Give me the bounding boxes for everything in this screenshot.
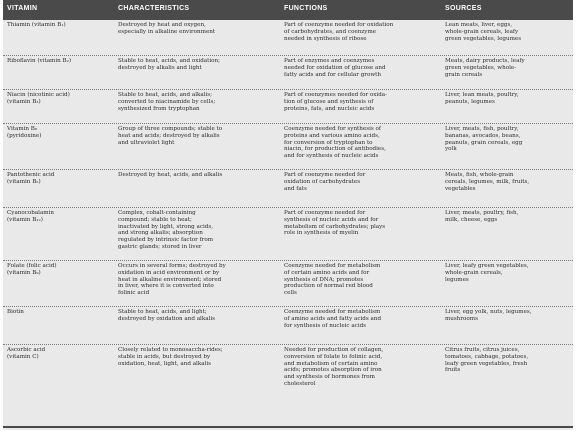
vitamin-cell: Niacin (nicotinic acid) (vitamin B₃) xyxy=(7,92,70,105)
bottom-rule xyxy=(3,426,573,428)
functions-cell: Coenzyme needed for synthesis of proteins and various amino acids, for conversion of tryptophan to niacin, for production of antibodies, and for synthesis of nucleic acids xyxy=(284,126,386,160)
sources-cell: Lean meats, liver, eggs, whole-grain cereals, leafy green vegetables, legumes xyxy=(445,22,522,42)
header-vitamin: VITAMIN xyxy=(7,5,38,12)
characteristics-cell: Stable to heat, acids, and oxidation; destroyed by alkalis and light xyxy=(118,58,220,71)
header-functions: FUNCTIONS xyxy=(284,5,328,12)
table-header xyxy=(3,0,573,20)
sources-cell: Citrus fruits, citrus juices, tomatoes, cabbage, potatoes, leafy green vegetables, fresh fruits xyxy=(445,347,529,374)
table-row xyxy=(3,90,573,124)
characteristics-cell: Destroyed by heat and oxygen, especially in alkaline environment xyxy=(118,22,216,35)
vitamin-cell: Cyanocobalamin (vitamin B₁₂) xyxy=(7,210,54,223)
functions-cell: Part of coenzymes needed for oxida- tion of glucose and synthesis of proteins, fats, and nucleic acids xyxy=(284,92,388,112)
sources-cell: Meats, fish, whole-grain cereals, legumes, milk, fruits, vegetables xyxy=(445,172,530,192)
table-row xyxy=(3,170,573,208)
sources-cell: Liver, leafy green vegetables, whole-grain cereals, legumes xyxy=(445,263,529,283)
characteristics-cell: Closely related to monosaccha-rides; stable in acids, but destroyed by oxidation, heat, light, and alkalis xyxy=(118,347,223,367)
vitamin-cell: Thiamin (vitamin B₁) xyxy=(7,22,66,28)
vitamin-cell: Vitamin B₆ (pyridoxine) xyxy=(7,126,42,139)
vitamin-table xyxy=(3,0,573,430)
sources-cell: Liver, meats, poultry, fish, milk, cheese, eggs xyxy=(445,210,519,223)
characteristics-cell: Group of three compounds; stable to heat and acids; destroyed by alkalis and ultraviolet light xyxy=(118,126,223,146)
characteristics-cell: Stable to heat, acids, and light; destroyed by oxidation and alkalis xyxy=(118,309,216,322)
table-row xyxy=(3,261,573,307)
vitamin-cell: Pantothenic acid (vitamin B₅) xyxy=(7,172,55,185)
characteristics-cell: Destroyed by heat, acids, and alkalis xyxy=(118,172,223,178)
functions-cell: Coenzyme needed for metabolism of amino acids and fatty acids and for synthesis of nucleic acids xyxy=(284,309,382,329)
table-row xyxy=(3,56,573,90)
functions-cell: Part of coenzyme needed for synthesis of nucleic acids and for metabolism of carbohydrates; plays role in synthesis of myelin xyxy=(284,210,386,237)
table-row xyxy=(3,208,573,261)
table-row xyxy=(3,20,573,56)
characteristics-cell: Stable to heat, acids, and alkalis; converted to niacinamide by cells; synthesized from tryptophan xyxy=(118,92,216,112)
functions-cell: Part of enzymes and coenzymes needed for oxidation of glucose and fatty acids and for cellular growth xyxy=(284,58,386,78)
header-sources: SOURCES xyxy=(445,5,482,12)
functions-cell: Part of coenzyme needed for oxidation of carbohydrates, and coenzyme needed in synthesis of ribose xyxy=(284,22,394,42)
vitamin-cell: Folate (folic acid) (vitamin B₉) xyxy=(7,263,57,276)
sources-cell: Liver, meats, fish, poultry, bananas, avocados, beans, peanuts, grain cereals, egg yolk xyxy=(445,126,523,153)
functions-cell: Needed for production of collagen, conversion of folate to folinic acid, and metabolism of certain amino acids; promotes absorption of iron and synthesis of hormones from cholesterol xyxy=(284,347,384,387)
table-row xyxy=(3,345,573,425)
sources-cell: Meats, dairy products, leafy green vegetables, whole- grain cereals xyxy=(445,58,525,78)
sources-cell: Liver, lean meats, poultry, peanuts, legumes xyxy=(445,92,519,105)
table-row xyxy=(3,307,573,345)
sources-cell: Liver, egg yolk, nuts, legumes, mushrooms xyxy=(445,309,532,322)
characteristics-cell: Occurs in several forms; destroyed by oxidation in acid environment or by heat in alkaline environment; stored in liver, where it is converted into folinic acid xyxy=(118,263,226,297)
table-row xyxy=(3,124,573,170)
characteristics-cell: Complex, cobalt-containing compound; stable to heat; inactivated by light, strong acids, and strong alkalis; absorption regulated by intrinsic factor from gastric glands; stored in liver xyxy=(118,210,214,250)
vitamin-cell: Biotin xyxy=(7,309,24,315)
functions-cell: Coenzyme needed for metabolism of certain amino acids and for synthesis of DNA; promotes production of normal red blood cells xyxy=(284,263,381,297)
vitamin-cell: Ascorbic acid (vitamin C) xyxy=(7,347,46,360)
functions-cell: Part of coenzyme needed for oxidation of carbohydrates and fats xyxy=(284,172,366,192)
vitamin-cell: Riboflavin (vitamin B₂) xyxy=(7,58,72,64)
header-characteristics: CHARACTERISTICS xyxy=(118,5,190,12)
